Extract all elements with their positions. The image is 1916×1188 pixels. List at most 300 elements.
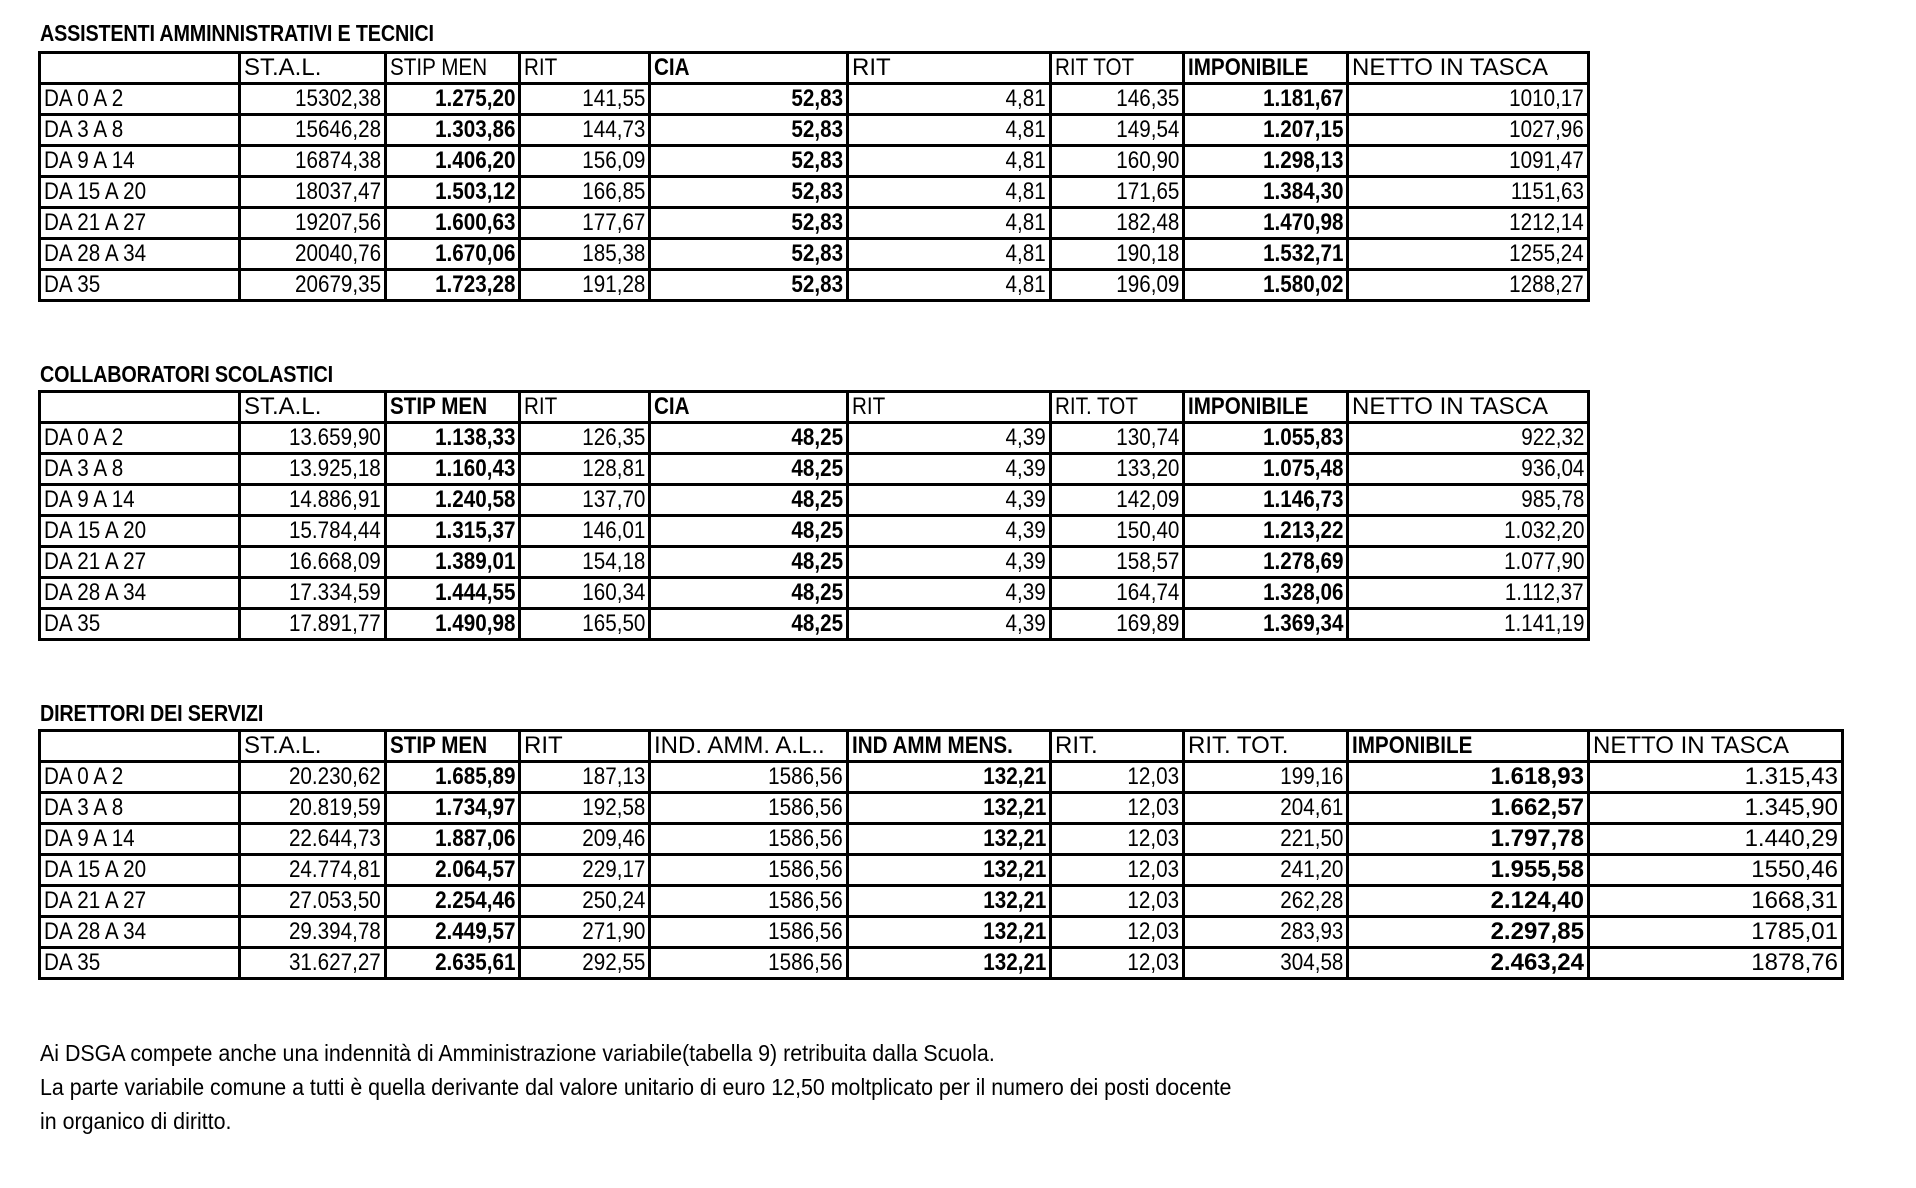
table-cell xyxy=(386,146,520,177)
table-cell xyxy=(1184,609,1348,640)
table-cell xyxy=(240,270,386,301)
table-cell xyxy=(520,239,650,270)
table-cell xyxy=(386,516,520,547)
table-cell xyxy=(386,84,520,115)
table-row xyxy=(40,84,1589,115)
header-row xyxy=(40,392,1589,423)
cell-value: 12,03 xyxy=(1127,825,1179,852)
cell-value: 1586,56 xyxy=(768,949,843,976)
cell-value: 4,39 xyxy=(1005,548,1046,575)
table-cell xyxy=(1589,948,1843,979)
cell-value: 985,78 xyxy=(1520,486,1584,513)
cell-value: 132,21 xyxy=(982,825,1046,852)
table-row xyxy=(40,485,1589,516)
table-cell xyxy=(386,423,520,454)
table-cell xyxy=(520,609,650,640)
table-cell xyxy=(1184,793,1348,824)
row-label-cell xyxy=(40,423,240,454)
table-cell xyxy=(386,609,520,640)
cell-value: 1151,63 xyxy=(1510,178,1584,205)
table-cell xyxy=(1051,423,1184,454)
table-cell xyxy=(1051,762,1184,793)
cell-value: DA 0 A 2 xyxy=(44,85,124,112)
column-header-label: IND. AMM. A.L.. xyxy=(654,732,825,759)
table-cell xyxy=(1184,516,1348,547)
cell-value: 12,03 xyxy=(1127,763,1179,790)
cell-value: 2.449,57 xyxy=(434,918,515,945)
table-row xyxy=(40,270,1589,301)
cell-value: 171,65 xyxy=(1115,178,1179,205)
cell-value: 1550,46 xyxy=(1751,856,1838,883)
table-cell xyxy=(650,578,848,609)
cell-value: 177,67 xyxy=(581,209,645,236)
table-cell xyxy=(1184,917,1348,948)
column-header-label: RIT xyxy=(852,393,886,420)
cell-value: 160,34 xyxy=(581,579,645,606)
column-header-label: ST.A.L. xyxy=(244,393,322,420)
cell-value: 2.124,40 xyxy=(1490,887,1584,914)
table-cell xyxy=(240,485,386,516)
table-cell xyxy=(848,516,1051,547)
cell-value: 132,21 xyxy=(982,794,1046,821)
column-header xyxy=(650,731,848,762)
cell-value: 1027,96 xyxy=(1509,116,1584,143)
cell-value: 132,21 xyxy=(982,887,1046,914)
table-cell xyxy=(848,948,1051,979)
table-cell xyxy=(520,146,650,177)
column-header xyxy=(848,53,1051,84)
cell-value: 192,58 xyxy=(581,794,645,821)
row-label-cell xyxy=(40,855,240,886)
cell-value: 18037,47 xyxy=(294,178,381,205)
column-header xyxy=(1051,53,1184,84)
section-title-assistenti: ASSISTENTI AMMINNISTRATIVI E TECNICI xyxy=(40,20,434,46)
table-cell xyxy=(848,208,1051,239)
row-label-cell xyxy=(40,485,240,516)
cell-value: 20040,76 xyxy=(294,240,381,267)
cell-value: 292,55 xyxy=(581,949,645,976)
table-cell xyxy=(1051,239,1184,270)
cell-value: 1.662,57 xyxy=(1490,794,1584,821)
cell-value: 15302,38 xyxy=(294,85,381,112)
column-header xyxy=(848,392,1051,423)
table-row xyxy=(40,578,1589,609)
table-cell xyxy=(848,423,1051,454)
table-cell xyxy=(240,578,386,609)
cell-value: 1.887,06 xyxy=(434,825,515,852)
cell-value: 190,18 xyxy=(1115,240,1179,267)
cell-value: 132,21 xyxy=(982,949,1046,976)
column-header xyxy=(240,731,386,762)
table-cell xyxy=(1348,886,1589,917)
cell-value: 1.298,13 xyxy=(1262,147,1343,174)
table-cell xyxy=(240,609,386,640)
cell-value: 1.141,19 xyxy=(1503,610,1584,637)
row-label-cell xyxy=(40,239,240,270)
cell-value: 1.618,93 xyxy=(1490,763,1584,790)
table-cell xyxy=(240,208,386,239)
table-cell xyxy=(650,762,848,793)
column-header xyxy=(386,53,520,84)
cell-value: 204,61 xyxy=(1279,794,1343,821)
table-cell xyxy=(386,793,520,824)
column-header-label: IMPONIBILE xyxy=(1188,393,1309,420)
table-cell xyxy=(240,886,386,917)
cell-value: 1.444,55 xyxy=(434,579,515,606)
column-header-label: RIT xyxy=(852,54,891,81)
table-cell xyxy=(520,824,650,855)
cell-value: 1.440,29 xyxy=(1744,825,1838,852)
cell-value: 132,21 xyxy=(982,763,1046,790)
cell-value: 1.207,15 xyxy=(1262,116,1343,143)
table-cell xyxy=(1348,177,1589,208)
cell-value: 1.240,58 xyxy=(434,486,515,513)
cell-value: 12,03 xyxy=(1127,794,1179,821)
cell-value: 142,09 xyxy=(1115,486,1179,513)
cell-value: 52,83 xyxy=(791,116,843,143)
table-cell xyxy=(848,454,1051,485)
cell-value: 922,32 xyxy=(1520,424,1584,451)
table-cell xyxy=(1051,485,1184,516)
table-cell xyxy=(386,208,520,239)
cell-value: 2.064,57 xyxy=(434,856,515,883)
cell-value: DA 15 A 20 xyxy=(44,856,147,883)
row-label-cell xyxy=(40,824,240,855)
column-header xyxy=(848,731,1051,762)
cell-value: 2.297,85 xyxy=(1490,918,1584,945)
table-cell xyxy=(386,824,520,855)
table-cell xyxy=(650,547,848,578)
table-cell xyxy=(1348,609,1589,640)
cell-value: 132,21 xyxy=(982,856,1046,883)
table-cell xyxy=(520,454,650,485)
table-cell xyxy=(520,485,650,516)
cell-value: 48,25 xyxy=(791,424,843,451)
cell-value: DA 15 A 20 xyxy=(44,178,147,205)
column-header-label: IMPONIBILE xyxy=(1188,54,1309,81)
table-cell xyxy=(650,609,848,640)
cell-value: 16874,38 xyxy=(294,147,381,174)
table-cell xyxy=(386,578,520,609)
row-label-cell xyxy=(40,270,240,301)
table-cell xyxy=(650,454,848,485)
cell-value: 1.138,33 xyxy=(434,424,515,451)
table-cell xyxy=(1051,177,1184,208)
table-cell xyxy=(1348,454,1589,485)
cell-value: 137,70 xyxy=(581,486,645,513)
cell-value: 4,39 xyxy=(1005,517,1046,544)
cell-value: DA 28 A 34 xyxy=(44,918,147,945)
cell-value: 304,58 xyxy=(1279,949,1343,976)
table-cell xyxy=(520,917,650,948)
cell-value: 191,28 xyxy=(581,271,645,298)
row-label-cell xyxy=(40,115,240,146)
table-cell xyxy=(520,177,650,208)
cell-value: 22.644,73 xyxy=(289,825,381,852)
cell-value: DA 9 A 14 xyxy=(44,147,135,174)
cell-value: 1.406,20 xyxy=(434,147,515,174)
cell-value: 229,17 xyxy=(581,856,645,883)
table-cell xyxy=(386,855,520,886)
table-cell xyxy=(650,485,848,516)
cell-value: 4,39 xyxy=(1005,610,1046,637)
table-cell xyxy=(1348,239,1589,270)
table-cell xyxy=(1348,485,1589,516)
cell-value: 4,81 xyxy=(1005,116,1046,143)
table-cell xyxy=(1184,239,1348,270)
table-cell xyxy=(848,886,1051,917)
table-cell xyxy=(520,948,650,979)
cell-value: 12,03 xyxy=(1127,949,1179,976)
cell-value: 1586,56 xyxy=(768,763,843,790)
table-cell xyxy=(386,115,520,146)
table-cell xyxy=(1589,793,1843,824)
table-cell xyxy=(1348,547,1589,578)
cell-value: 1.315,37 xyxy=(434,517,515,544)
cell-value: 182,48 xyxy=(1115,209,1179,236)
table-cell xyxy=(650,516,848,547)
row-label-cell xyxy=(40,886,240,917)
table-cell xyxy=(650,84,848,115)
row-label-cell xyxy=(40,762,240,793)
column-header xyxy=(1348,53,1589,84)
table-cell xyxy=(1051,793,1184,824)
cell-value: 4,81 xyxy=(1005,209,1046,236)
cell-value: DA 35 xyxy=(44,610,101,637)
cell-value: 169,89 xyxy=(1115,610,1179,637)
table-cell xyxy=(1589,917,1843,948)
cell-value: 1.384,30 xyxy=(1262,178,1343,205)
cell-value: 12,03 xyxy=(1127,887,1179,914)
table-cell xyxy=(1348,793,1589,824)
table-cell xyxy=(386,886,520,917)
cell-value: 1.160,43 xyxy=(434,455,515,482)
cell-value: 132,21 xyxy=(982,918,1046,945)
table-cell xyxy=(1051,855,1184,886)
cell-value: 1091,47 xyxy=(1509,147,1584,174)
column-header xyxy=(650,53,848,84)
table-cell xyxy=(1184,115,1348,146)
row-label-cell xyxy=(40,948,240,979)
cell-value: DA 0 A 2 xyxy=(44,424,124,451)
cell-value: 16.668,09 xyxy=(289,548,381,575)
table-cell xyxy=(650,208,848,239)
cell-value: 4,81 xyxy=(1005,178,1046,205)
table-cell xyxy=(1348,146,1589,177)
cell-value: 20.819,59 xyxy=(289,794,381,821)
column-header-label: RIT xyxy=(524,732,563,759)
table-cell xyxy=(650,423,848,454)
column-header-label: NETTO IN TASCA xyxy=(1593,732,1790,759)
table-cell xyxy=(1184,177,1348,208)
column-header-label: IND AMM MENS. xyxy=(852,732,1013,759)
cell-value: 936,04 xyxy=(1520,455,1584,482)
cell-value: 48,25 xyxy=(791,517,843,544)
cell-value: 1288,27 xyxy=(1509,271,1584,298)
cell-value: 48,25 xyxy=(791,610,843,637)
cell-value: 1668,31 xyxy=(1751,887,1838,914)
cell-value: 4,81 xyxy=(1005,240,1046,267)
cell-value: DA 35 xyxy=(44,271,101,298)
cell-value: 4,39 xyxy=(1005,424,1046,451)
cell-value: DA 3 A 8 xyxy=(44,455,124,482)
cell-value: 52,83 xyxy=(791,178,843,205)
table-cell xyxy=(240,423,386,454)
cell-value: 1.685,89 xyxy=(434,763,515,790)
row-label-cell xyxy=(40,454,240,485)
table-cell xyxy=(848,177,1051,208)
table-cell xyxy=(240,793,386,824)
column-header xyxy=(240,53,386,84)
column-header-label: RIT. TOT. xyxy=(1188,732,1289,759)
table-cell xyxy=(650,824,848,855)
column-header xyxy=(1589,731,1843,762)
cell-value: 52,83 xyxy=(791,271,843,298)
table-cell xyxy=(650,115,848,146)
cell-value: 17.334,59 xyxy=(289,579,381,606)
table-cell xyxy=(1184,454,1348,485)
column-header xyxy=(520,53,650,84)
cell-value: 1.734,97 xyxy=(434,794,515,821)
table-cell xyxy=(1348,824,1589,855)
table-cell xyxy=(386,270,520,301)
cell-value: 250,24 xyxy=(581,887,645,914)
column-header xyxy=(240,392,386,423)
header-row xyxy=(40,731,1843,762)
cell-value: DA 3 A 8 xyxy=(44,116,124,143)
table-cell xyxy=(1348,84,1589,115)
table-cell xyxy=(520,115,650,146)
cell-value: 27.053,50 xyxy=(289,887,381,914)
table-cell xyxy=(520,516,650,547)
table-cell xyxy=(1184,146,1348,177)
table-cell xyxy=(1348,948,1589,979)
table-cell xyxy=(1051,609,1184,640)
cell-value: 1.112,37 xyxy=(1505,579,1584,606)
cell-value: 1.470,98 xyxy=(1262,209,1343,236)
column-header xyxy=(520,392,650,423)
cell-value: 48,25 xyxy=(791,486,843,513)
cell-value: 52,83 xyxy=(791,240,843,267)
table-cell xyxy=(848,146,1051,177)
table-cell xyxy=(1184,84,1348,115)
table-row xyxy=(40,547,1589,578)
cell-value: 13.659,90 xyxy=(289,424,381,451)
table-cell xyxy=(240,948,386,979)
salary-table-assistenti xyxy=(38,51,1590,302)
cell-value: DA 21 A 27 xyxy=(44,209,147,236)
cell-value: 241,20 xyxy=(1279,856,1343,883)
cell-value: 146,35 xyxy=(1115,85,1179,112)
table-cell xyxy=(386,239,520,270)
cell-value: 1.532,71 xyxy=(1262,240,1343,267)
cell-value: 12,03 xyxy=(1127,856,1179,883)
section-title-direttori: DIRETTORI DEI SERVIZI xyxy=(40,700,264,726)
column-header-label: RIT. TOT xyxy=(1055,393,1138,420)
table-cell xyxy=(1184,886,1348,917)
cell-value: DA 28 A 34 xyxy=(44,579,147,606)
cell-value: 52,83 xyxy=(791,147,843,174)
column-header xyxy=(40,53,240,84)
cell-value: 149,54 xyxy=(1115,116,1179,143)
row-label-cell xyxy=(40,917,240,948)
cell-value: 1255,24 xyxy=(1509,240,1584,267)
cell-value: 1.345,90 xyxy=(1744,794,1838,821)
table-row xyxy=(40,146,1589,177)
cell-value: 48,25 xyxy=(791,579,843,606)
table-cell xyxy=(386,485,520,516)
cell-value: 48,25 xyxy=(791,455,843,482)
table-row xyxy=(40,239,1589,270)
cell-value: 1.600,63 xyxy=(434,209,515,236)
column-header-label: NETTO IN TASCA xyxy=(1352,54,1549,81)
table-cell xyxy=(1348,917,1589,948)
footer-note-line: La parte variabile comune a tutti è quella derivante dal valore unitario di euro 12,50 moltplicato per il numero dei posti docente xyxy=(40,1074,1232,1100)
table-cell xyxy=(1184,547,1348,578)
cell-value: 185,38 xyxy=(581,240,645,267)
header-row xyxy=(40,53,1589,84)
column-header-label: STIP MEN xyxy=(390,393,488,420)
cell-value: 29.394,78 xyxy=(289,918,381,945)
table-cell xyxy=(1348,208,1589,239)
cell-value: 165,50 xyxy=(581,610,645,637)
cell-value: 15646,28 xyxy=(294,116,381,143)
cell-value: 4,81 xyxy=(1005,147,1046,174)
cell-value: 1.055,83 xyxy=(1262,424,1343,451)
cell-value: 1.369,34 xyxy=(1262,610,1343,637)
cell-value: 1010,17 xyxy=(1509,85,1584,112)
cell-value: 221,50 xyxy=(1279,825,1343,852)
table-cell xyxy=(848,609,1051,640)
table-cell xyxy=(1051,824,1184,855)
cell-value: 164,74 xyxy=(1115,579,1179,606)
table-cell xyxy=(1051,454,1184,485)
row-label-cell xyxy=(40,547,240,578)
table-row xyxy=(40,793,1843,824)
table-cell xyxy=(848,115,1051,146)
cell-value: 1.389,01 xyxy=(434,548,515,575)
table-cell xyxy=(386,177,520,208)
cell-value: 1.580,02 xyxy=(1262,271,1343,298)
table-row xyxy=(40,824,1843,855)
table-cell xyxy=(1184,485,1348,516)
cell-value: 130,74 xyxy=(1115,424,1179,451)
cell-value: 1785,01 xyxy=(1751,918,1838,945)
table-cell xyxy=(1051,578,1184,609)
table-row xyxy=(40,855,1843,886)
column-header xyxy=(650,392,848,423)
cell-value: 1586,56 xyxy=(768,856,843,883)
table-cell xyxy=(1184,762,1348,793)
cell-value: 1.032,20 xyxy=(1503,517,1584,544)
table-cell xyxy=(1051,917,1184,948)
cell-value: 1.077,90 xyxy=(1503,548,1584,575)
cell-value: 12,03 xyxy=(1127,918,1179,945)
column-header-label: ST.A.L. xyxy=(244,732,322,759)
footer-note-line: Ai DSGA compete anche una indennità di Amministrazione variabile(tabella 9) retribuita dalla Scuola. xyxy=(40,1040,995,1066)
table-cell xyxy=(1348,578,1589,609)
cell-value: 1586,56 xyxy=(768,794,843,821)
table-row xyxy=(40,115,1589,146)
cell-value: 150,40 xyxy=(1115,517,1179,544)
table-cell xyxy=(848,84,1051,115)
cell-value: 20.230,62 xyxy=(289,763,381,790)
table-cell xyxy=(1184,578,1348,609)
table-cell xyxy=(240,115,386,146)
cell-value: 52,83 xyxy=(791,209,843,236)
footer-notes xyxy=(40,1036,1321,1138)
table-cell xyxy=(650,917,848,948)
